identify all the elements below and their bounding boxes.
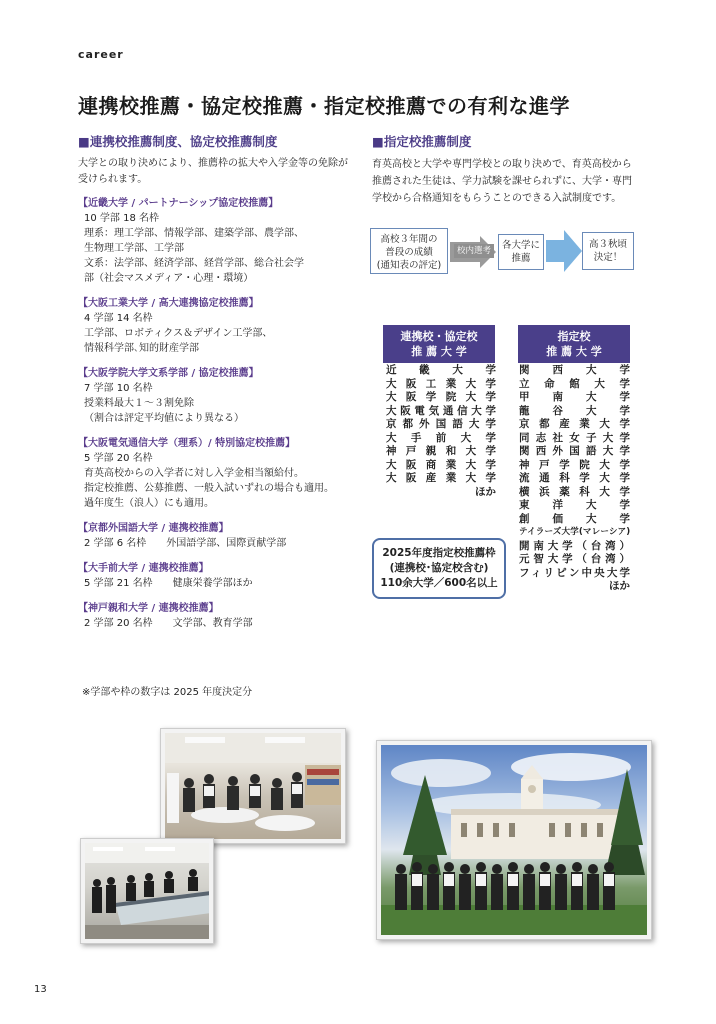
list-item: 大阪学院大学 [386,391,496,403]
uni-title: 【近畿大学 / パートナーシップ協定校推薦】 [78,198,279,209]
uni-line: 5 学部 20 名枠 [84,453,153,464]
list-item: 甲南大学 [519,391,630,403]
list-a [386,364,496,499]
left-heading: ■連携校推薦制度、協定校推薦制度 [78,134,278,149]
list-item: 大阪電気通信大学 [386,404,496,417]
list-item: 龍谷大学 [519,404,630,417]
list-item: 流通科学大学 [519,472,630,484]
list-item: 神戸学院大学 [519,458,630,471]
right-intro: 育英高校と大学や専門学校との取り決めで、育英高校から推薦された生徒は、学力試験を課せられずに、大学・専門学校から合格通知をもらうことのできる入試制度です。 [372,159,632,204]
uni-line: （割合は評定平均値により異なる） [84,413,244,424]
list-b-header: 指定校 推 薦 大 学 [518,325,630,363]
section-tag: career [78,48,124,61]
list-item: テイラーズ大学(マレーシア) [519,527,630,537]
flow-tag-selection: 校内選考 [454,244,494,258]
uni-line: 4 学部 14 名枠 [84,313,153,324]
list-item: 大阪工業大学 [386,377,496,390]
uni-line: 2 学部 20 名枠 文学部、教育学部 [84,618,253,629]
uni-line: 指定校推薦、公募推薦、一般入試いずれの場合も適用。 [84,483,334,494]
uni-line: 文系：法学部、経済学部、経営学部、総合社会学 [84,258,304,269]
list-item: 大手前大学 [386,431,496,444]
classroom-photo [160,728,346,844]
uni-block [78,521,360,551]
list-item: ほか [475,485,496,498]
uni-block [78,601,360,631]
left-column [78,132,360,631]
list-item: 京都産業大学 [519,418,630,430]
uni-line: 10 学部 18 名枠 [84,213,159,224]
list-item: フィリピン中央大学 [519,566,630,579]
uni-block [78,196,360,286]
flow-step-recommend: 各大学に 推薦 [498,234,544,270]
list-item: 東洋大学 [519,499,630,511]
list-item: 元智大学（台湾） [519,553,630,565]
uni-line: 過年度生（浪人）にも適用。 [84,498,214,509]
uni-title: 【大阪工業大学 / 高大連携協定校推薦】 [78,298,259,309]
uni-line: 工学部、ロボティクス＆デザイン工学部、 [84,328,273,339]
campus-group-photo [376,740,652,940]
quota-box: 2025年度指定校推薦枠 (連携校･協定校含む) 110余大学／600名以上 [372,538,506,599]
list-b [519,364,630,594]
list-item: 京都外国語大学 [386,418,496,430]
uni-block [78,561,360,591]
uni-block [78,436,360,511]
list-item: 神戸親和大学 [386,445,496,457]
left-intro: 大学との取り決めにより、推薦枠の拡大や入学金等の免除が受けられます。 [78,158,348,185]
arrow-right-icon [546,230,582,272]
list-item: ほか [609,580,630,592]
list-item: 大阪商業大学 [386,458,496,471]
right-heading: ■指定校推薦制度 [372,134,472,149]
uni-title: 【大手前大学 / 連携校推薦】 [78,563,209,574]
list-item: 関西外国語大学 [519,445,630,457]
list-item: 近畿大学 [386,364,496,376]
list-item: 関西大学 [519,364,630,376]
classroom-illustration [165,733,341,839]
page-number: 13 [34,984,47,995]
uni-title: 【京都外国語大学 / 連携校推薦】 [78,523,229,534]
uni-line: 授業料最大１～３割免除 [84,398,194,409]
lab-illustration [85,843,209,939]
lab-photo [80,838,214,944]
uni-line: 部（社会マスメディア・心理・環境） [84,273,254,284]
heading-square-icon: ■ [78,134,90,149]
uni-block [78,366,360,426]
flow-step-decision: 高３秋頃 決定！ [582,232,634,270]
uni-line: 7 学部 10 名枠 [84,383,153,394]
uni-block [78,296,360,356]
list-item: 大阪産業大学 [386,472,496,484]
uni-line: 5 学部 21 名枠 健康栄養学部ほか [84,578,253,589]
uni-line: 2 学部 6 名枠 外国語学部、国際貢献学部 [84,538,287,549]
heading-square-icon: ■ [372,134,384,149]
right-column [372,132,642,207]
flow-step-grades: 高校３年間の 普段の成績 (通知表の評定) [370,228,448,274]
list-item: 創価大学 [519,512,630,525]
list-item: 横浜薬科大学 [519,485,630,498]
uni-line: 育英高校からの入学者に対し入学金相当額給付。 [84,468,304,479]
uni-title: 【神戸親和大学 / 連携校推薦】 [78,603,219,614]
page-title: 連携校推薦・協定校推薦・指定校推薦での有利な進学 [78,94,570,118]
footnote: ※学部や枠の数字は 2025 年度決定分 [82,687,253,698]
list-item: 同志社女子大学 [519,431,630,444]
uni-line: 生物理工学部、工学部 [84,243,184,254]
list-item: 立命館大学 [519,377,630,390]
uni-title: 【大阪電気通信大学（理系）/ 特別協定校推薦】 [78,438,296,449]
uni-title: 【大阪学院大学文系学部 / 協定校推薦】 [78,368,259,379]
campus-illustration [381,745,647,935]
uni-line: 情報科学部､知的財産学部 [84,343,199,354]
process-flow [370,228,640,278]
list-a-header: 連携校・協定校 推 薦 大 学 [383,325,495,363]
list-item: 開南大学（台湾） [519,539,630,552]
uni-line: 理系：理工学部、情報学部、建築学部、農学部、 [84,228,304,239]
